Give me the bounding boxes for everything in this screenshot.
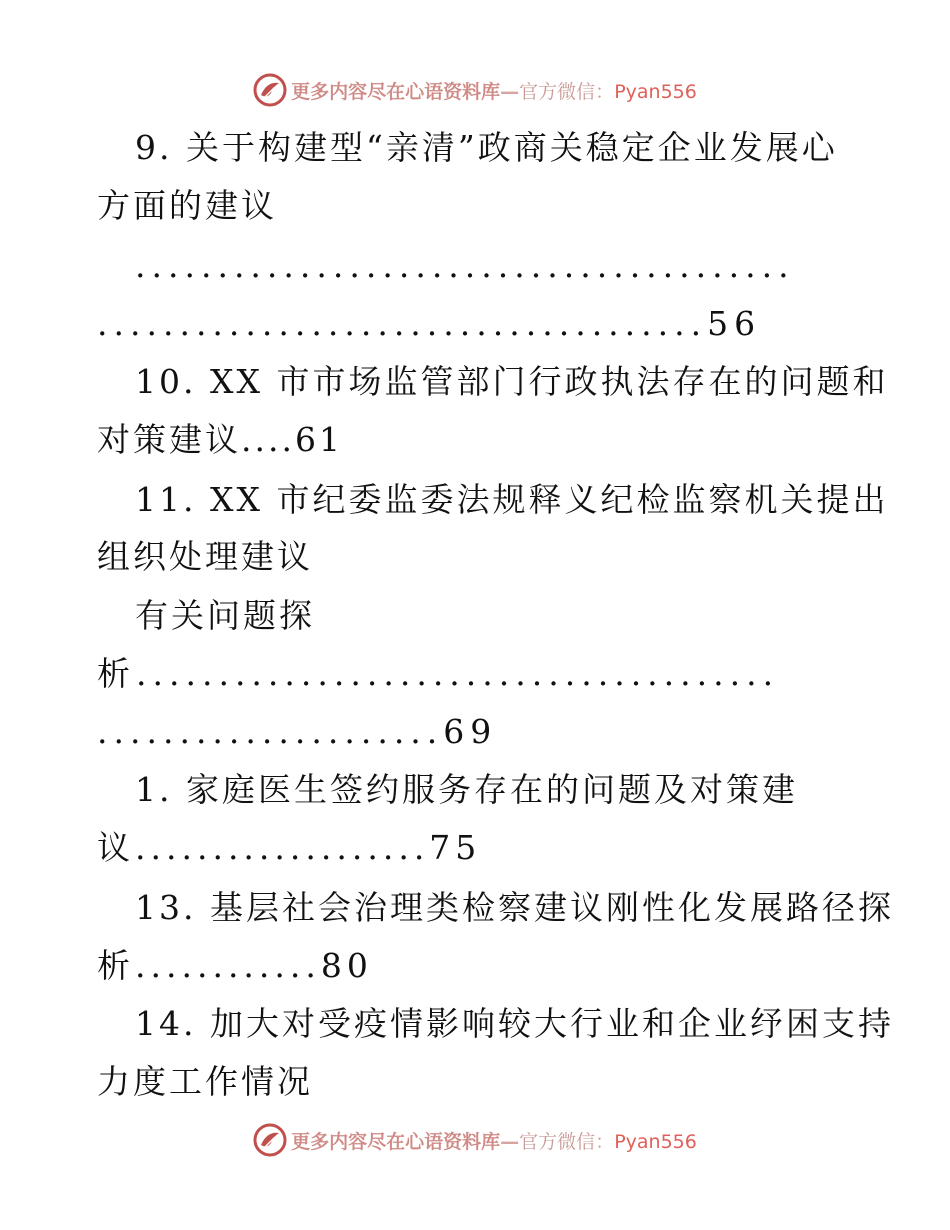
toc-entry-1-page: 议...................75 — [97, 828, 482, 867]
toc-entry-11-page: .....................69 — [97, 712, 498, 751]
toc-entry-9-page: .....................................56 — [97, 304, 762, 343]
toc-entry-14-title: 14. 加大对受疫情影响较大行业和企业纾困支持 — [135, 1004, 894, 1043]
toc-entry-13-page: 析............80 — [97, 946, 373, 985]
toc-entry-9-leader: ........................................ — [135, 246, 795, 285]
toc-entry-11-title: 11. XX 市纪委监委法规释义纪检监察机关提出 — [135, 480, 889, 519]
toc-entry-11-title-cont: 组织处理建议 — [97, 537, 313, 576]
watermark-wechat-label: 官方微信： — [519, 1130, 615, 1153]
toc-entry-9-title: 9. 关于构建型“亲清”政商关稳定企业发展心 — [135, 128, 838, 167]
watermark-separator: — — [500, 80, 520, 103]
toc-entry-14-title-cont: 力度工作情况 — [97, 1062, 313, 1101]
watermark-separator: — — [500, 1130, 520, 1153]
toc-entry-10-page: 对策建议....61 — [97, 420, 343, 459]
toc-entry-9-title-cont: 方面的建议 — [97, 186, 277, 225]
brand-logo-icon — [253, 1123, 287, 1157]
watermark-account: Pyan556 — [614, 80, 697, 103]
toc-entry-1-title: 1. 家庭医生签约服务存在的问题及对策建 — [135, 770, 798, 809]
watermark-main: 更多内容尽在心语资料库 — [291, 80, 501, 103]
footer-watermark — [0, 1120, 950, 1160]
watermark-text — [291, 1127, 697, 1154]
toc-entry-11-subtitle: 有关问题探 — [135, 596, 315, 635]
toc-entry-11-leader: 析....................................... — [97, 654, 780, 693]
watermark-main: 更多内容尽在心语资料库 — [291, 1130, 501, 1153]
watermark-wechat-label: 官方微信： — [519, 80, 615, 103]
watermark-account: Pyan556 — [614, 1130, 697, 1153]
toc-entry-10-title: 10. XX 市市场监管部门行政执法存在的问题和 — [135, 362, 889, 401]
toc-entry-13-title: 13. 基层社会治理类检察建议刚性化发展路径探 — [135, 888, 894, 927]
